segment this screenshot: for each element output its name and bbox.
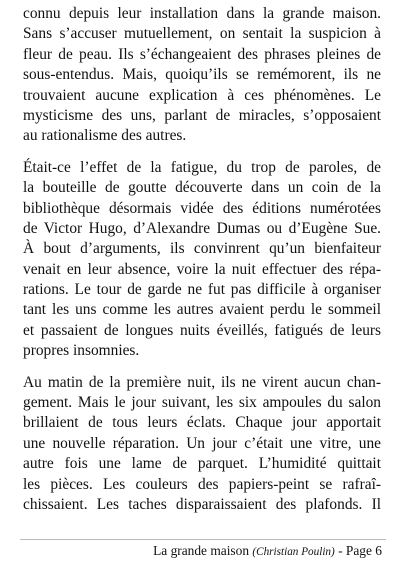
book-author: (Christian Poulin) [252, 546, 335, 558]
text-line: connu depuis leur installation dans la grande maison. [23, 5, 381, 22]
text-line: bibliothèque désormais vidée des éditions numérotées [23, 199, 381, 217]
text-line: brillaient de tous leurs éclats. Chaque jour apportait [23, 414, 381, 432]
book-title: La grande maison [153, 543, 250, 558]
text-line: une nouvelle réparation. Un jour c’était une vitre, une [23, 434, 381, 452]
body-text [23, 4, 381, 515]
text-line: la bouteille de goutte découverte dans un coin de la [23, 179, 381, 197]
page-footer [153, 543, 382, 559]
text-line: venait en leur absence, voire la nuit effectuer des répa- [23, 260, 381, 278]
paragraph-1 [23, 4, 381, 147]
page-number: - Page 6 [338, 543, 382, 558]
text-line: tant les uns comme les autres avaient perdu le sommeil [23, 301, 381, 319]
text-line: propres insomnies. [23, 342, 140, 360]
text-line: et passaient de longues nuits éveillés, fatigués de leurs [23, 321, 381, 339]
text-line: les pièces. Les couleurs des papiers-peint se rafraî- [23, 475, 381, 493]
text-line: de Victor Hugo, d’Alexandre Dumas ou d’Eugène Sue. [23, 219, 381, 237]
text-line: Sans s’accuser mutuellement, on sentait la suspicion à [23, 25, 381, 43]
text-line: trouvaient aucune explication à ces phénomènes. Le [23, 86, 381, 104]
text-line: chissaient. Les taches disparaissaient des plafonds. Il [23, 495, 381, 513]
text-line: autre fois une lame de parquet. L’humidité quittait [23, 455, 381, 473]
paragraph-2 [23, 158, 381, 362]
text-line: mysticisme des uns, parlant de miracles, s’opposaient [23, 106, 381, 124]
text-line: Au matin de la première nuit, ils ne virent aucun chan- [23, 373, 381, 391]
footer-divider [20, 539, 386, 540]
text-line: au rationalisme des autres. [23, 127, 187, 145]
text-line: Était-ce l’effet de la fatigue, du trop de paroles, de [23, 158, 381, 176]
text-line: rations. Le tour de garde ne fut pas difficile à organiser [23, 281, 381, 299]
paragraph-3 [23, 373, 381, 516]
text-line: À bout d’arguments, ils convinrent qu’un bienfaiteur [23, 240, 381, 258]
text-line: gement. Mais le jour suivant, les six ampoules du salon [23, 394, 381, 412]
text-line: sous-entendus. Mais, quoiqu’ils se remémorent, ils ne [23, 66, 381, 84]
text-line: fleur de peau. Ils s’échangeaient des phrases pleines de [23, 45, 381, 63]
